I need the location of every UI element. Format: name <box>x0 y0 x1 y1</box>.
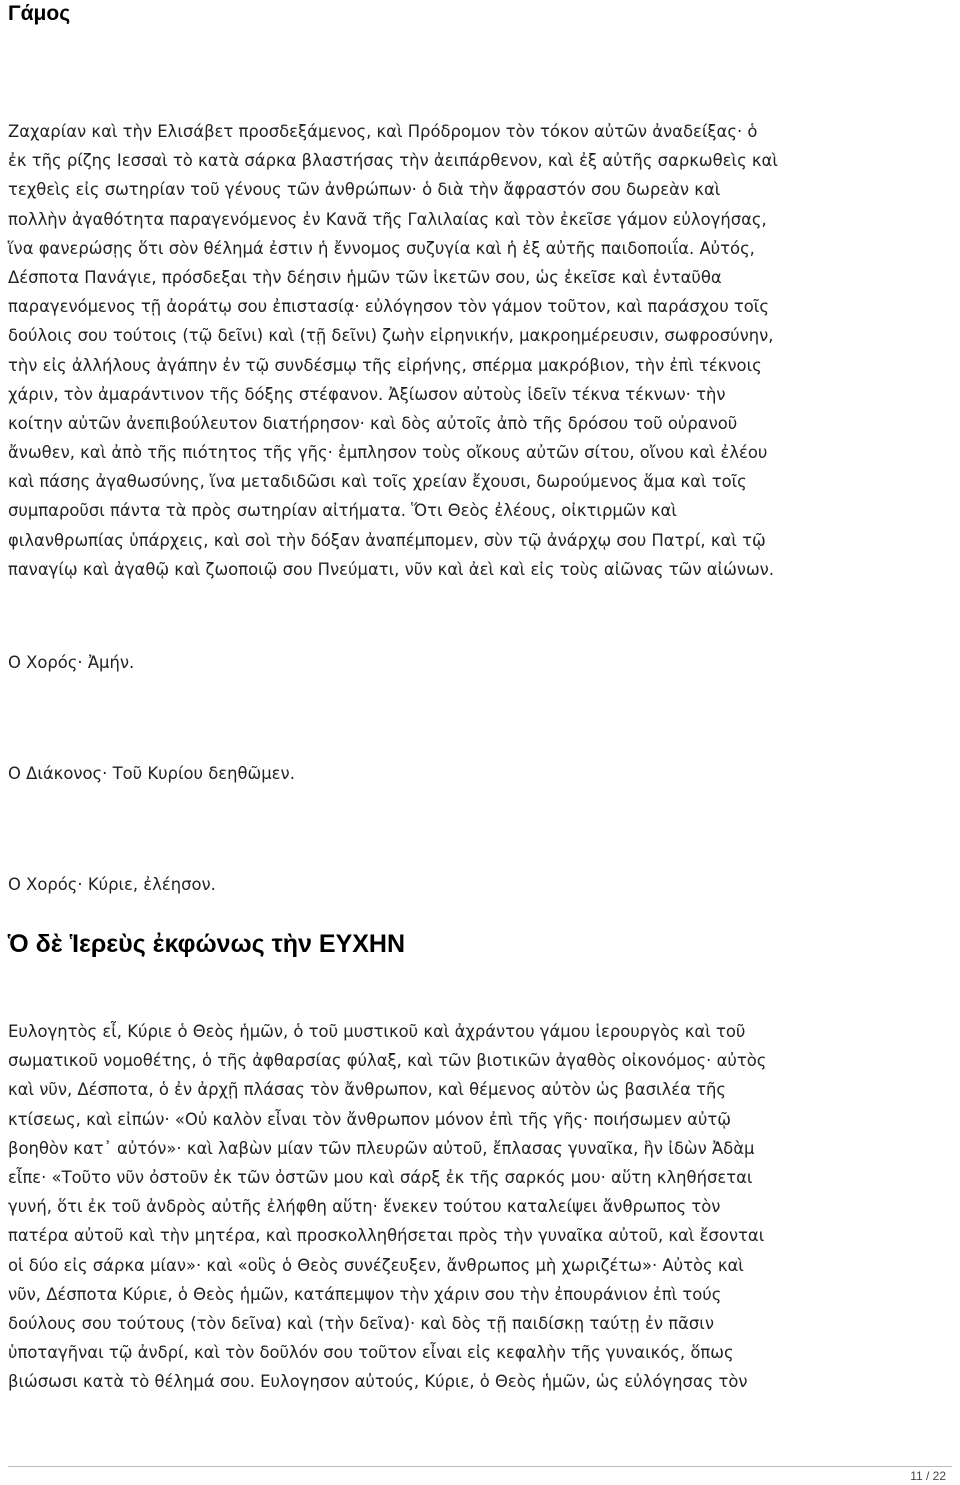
text-line: τὴν εἰς ἀλλήλους ἀγάπην ἐν τῷ συνδέσμῳ τῆς εἰρήνης, σπέρμα μακρόβιον, τὴν ἐπὶ τέκνοις <box>8 355 762 375</box>
text-line: εἶπε· «Τοῦτο νῦν ὀστοῦν ἐκ τῶν ὀστῶν μου καὶ σάρξ ἐκ τῆς σαρκός μου· αὕτη κληθήσεται <box>8 1167 753 1187</box>
text-line: καὶ πάσης ἀγαθωσύνης, ἵνα μεταδιδῶσι καὶ τοῖς χρείαν ἔχουσι, δωρούμενος ἅμα καὶ τοῖς <box>8 472 747 492</box>
text-line: Δέσποτα Πανάγιε, πρόσδεξαι τὴν δέησιν ἡμῶν τῶν ἱκετῶν σου, ὡς ἐκεῖσε καὶ ἐνταῦθα <box>8 267 722 287</box>
text-line: τεχθεὶς εἰς σωτηρίαν τοῦ γένους τῶν ἀνθρώπων· ὁ διὰ τὴν ἄφραστόν σου δωρεὰν καὶ <box>8 180 721 200</box>
text-line: πολλὴν ἀγαθότητα παραγενόμενος ἐν Κανᾶ τῆς Γαλιλαίας καὶ τὸν ἐκεῖσε γάμον εὐλογήσας, <box>8 209 767 229</box>
text-line: ἵνα φανερώσῃς ὅτι σὸν θέλημά ἐστιν ἡ ἔννομος συζυγία καὶ ἡ ἐξ αὐτῆς παιδοποιΐα. Αὐτός, <box>8 238 755 258</box>
text-line: δούλους σου τούτους (τὸν δεῖνα) καὶ (τὴν δεῖνα)· καὶ δὸς τῇ παιδίσκῃ ταύτῃ ἐν πᾶσιν <box>8 1313 715 1333</box>
prayer-paragraph-2 <box>8 1017 953 1396</box>
choir-amen-response: Ο Χορός· Ἀμήν. <box>8 653 135 672</box>
text-line: σωματικοῦ νομοθέτης, ὁ τῆς ἀφθαρσίας φύλαξ, καὶ τῶν βιοτικῶν ἀγαθὸς οἰκονόμος· αὐτὸς <box>8 1051 767 1071</box>
text-line: πατέρα αὐτοῦ καὶ τὴν μητέρα, καὶ προσκολληθήσεται πρὸς τὴν γυναῖκα αὐτοῦ, καὶ ἔσονται <box>8 1226 765 1246</box>
text-line: γυνή, ὅτι ἐκ τοῦ ἀνδρὸς αὐτῆς ἐλήφθη αὕτη· ἕνεκεν τούτου καταλείψει ἄνθρωπος τὸν <box>8 1197 721 1217</box>
section-heading: Ὁ δὲ Ἱερεὺς ἐκφώνως τὴν ΕΥΧΗΝ <box>8 930 406 958</box>
text-line: παναγίῳ καὶ ἀγαθῷ καὶ ζωοποιῷ σου Πνεύματι, νῦν καὶ ἀεὶ καὶ εἰς τοὺς αἰῶνας τῶν αἰώνων. <box>8 559 775 579</box>
text-line: ὑποταγῆναι τῷ ἀνδρί, καὶ τὸν δοῦλόν σου τοῦτον εἶναι εἰς κεφαλὴν τῆς γυναικός, ὅπως <box>8 1343 734 1363</box>
text-line: φιλανθρωπίας ὑπάρχεις, καὶ σοὶ τὴν δόξαν ἀναπέμπομεν, σὺν τῷ ἀνάρχῳ σου Πατρί, καὶ τῷ <box>8 530 766 550</box>
deacon-response: Ο Διάκονος· Τοῦ Κυρίου δεηθῶμεν. <box>8 764 295 783</box>
text-line: Ζαχαρίαν καὶ τὴν Ελισάβετ προσδεξάμενος, καὶ Πρόδρομον τὸν τόκον αὐτῶν ἀναδείξας· ὁ <box>8 122 758 141</box>
text-line: βοηθὸν κατ᾽ αὐτόν»· καὶ λαβὼν μίαν τῶν πλευρῶν αὐτοῦ, ἔπλασας γυναῖκα, ἣν ἰδὼν Ἀδὰμ <box>8 1138 755 1158</box>
text-line: Ευλογητὸς εἶ, Κύριε ὁ Θεὸς ἡμῶν, ὁ τοῦ μυστικοῦ καὶ ἀχράντου γάμου ἱερουργὸς καὶ τοῦ <box>8 1022 746 1041</box>
text-line: νῦν, Δέσποτα Κύριε, ὁ Θεὸς ἡμῶν, κατάπεμψον τὴν χάριν σου τὴν ἐπουράνιον ἐπὶ τούς <box>8 1284 722 1304</box>
footer-divider <box>8 1466 952 1467</box>
text-line: συμπαροῦσι πάντα τὰ πρὸς σωτηρίαν αἰτήματα. Ὅτι Θεὸς ἐλέους, οἰκτιρμῶν καὶ <box>8 501 677 521</box>
text-line: βιώσωσι κατὰ τὸ θέλημά σου. Ευλογησον αὐτούς, Κύριε, ὁ Θεὸς ἡμῶν, ὡς εὐλόγησας τὸν <box>8 1372 748 1392</box>
page-title: Γάμος <box>8 2 71 25</box>
choir-kyrie-response: Ο Χορός· Κύριε, ἐλέησον. <box>8 875 216 894</box>
text-line: παραγενόμενος τῇ ἀοράτῳ σου ἐπιστασίᾳ· εὐλόγησον τὸν γάμον τοῦτον, καὶ παράσχου τοῖς <box>8 297 769 317</box>
text-line: κτίσεως, καὶ εἰπών· «Οὐ καλὸν εἶναι τὸν ἄνθρωπον μόνον ἐπὶ τῆς γῆς· ποιήσωμεν αὐτῷ <box>8 1109 732 1129</box>
text-line: ἐκ τῆς ρίζης Ιεσσαὶ τὸ κατὰ σάρκα βλαστήσας τὴν ἀειπάρθενον, καὶ ἐξ αὐτῆς σαρκωθεὶς καὶ <box>8 151 778 171</box>
prayer-paragraph-1 <box>8 117 953 584</box>
text-line: ἄνωθεν, καὶ ἀπὸ τῆς πιότητος τῆς γῆς· ἐμπλησον τοὺς οἴκους αὐτῶν σίτου, οἴνου καὶ ἐλέου <box>8 443 768 463</box>
text-line: χάριν, τὸν ἀμαράντινον τῆς δόξης στέφανον. Ἀξίωσον αὐτοὺς ἰδεῖν τέκνα τέκνων· τὴν <box>8 384 726 404</box>
text-line: κοίτην αὐτῶν ἀνεπιβούλευτον διατήρησον· καὶ δὸς αὐτοῖς ἀπὸ τῆς δρόσου τοῦ οὐρανοῦ <box>8 413 738 433</box>
text-line: οἱ δύο εἰς σάρκα μίαν»· καὶ «οὓς ὁ Θεὸς συνέζευξεν, ἄνθρωπος μὴ χωριζέτω»· Αὐτὸς καὶ <box>8 1255 744 1275</box>
text-line: δούλοις σου τούτοις (τῷ δεῖνι) καὶ (τῇ δεῖνι) ζωὴν εἰρηνικήν, μακροημέρευσιν, σωφροσύνην, <box>8 326 774 346</box>
page-number: 11 / 22 <box>910 1469 946 1483</box>
text-line: καὶ νῦν, Δέσποτα, ὁ ἐν ἀρχῇ πλάσας τὸν ἄνθρωπον, καὶ θέμενος αὐτὸν ὡς βασιλέα τῆς <box>8 1080 727 1100</box>
